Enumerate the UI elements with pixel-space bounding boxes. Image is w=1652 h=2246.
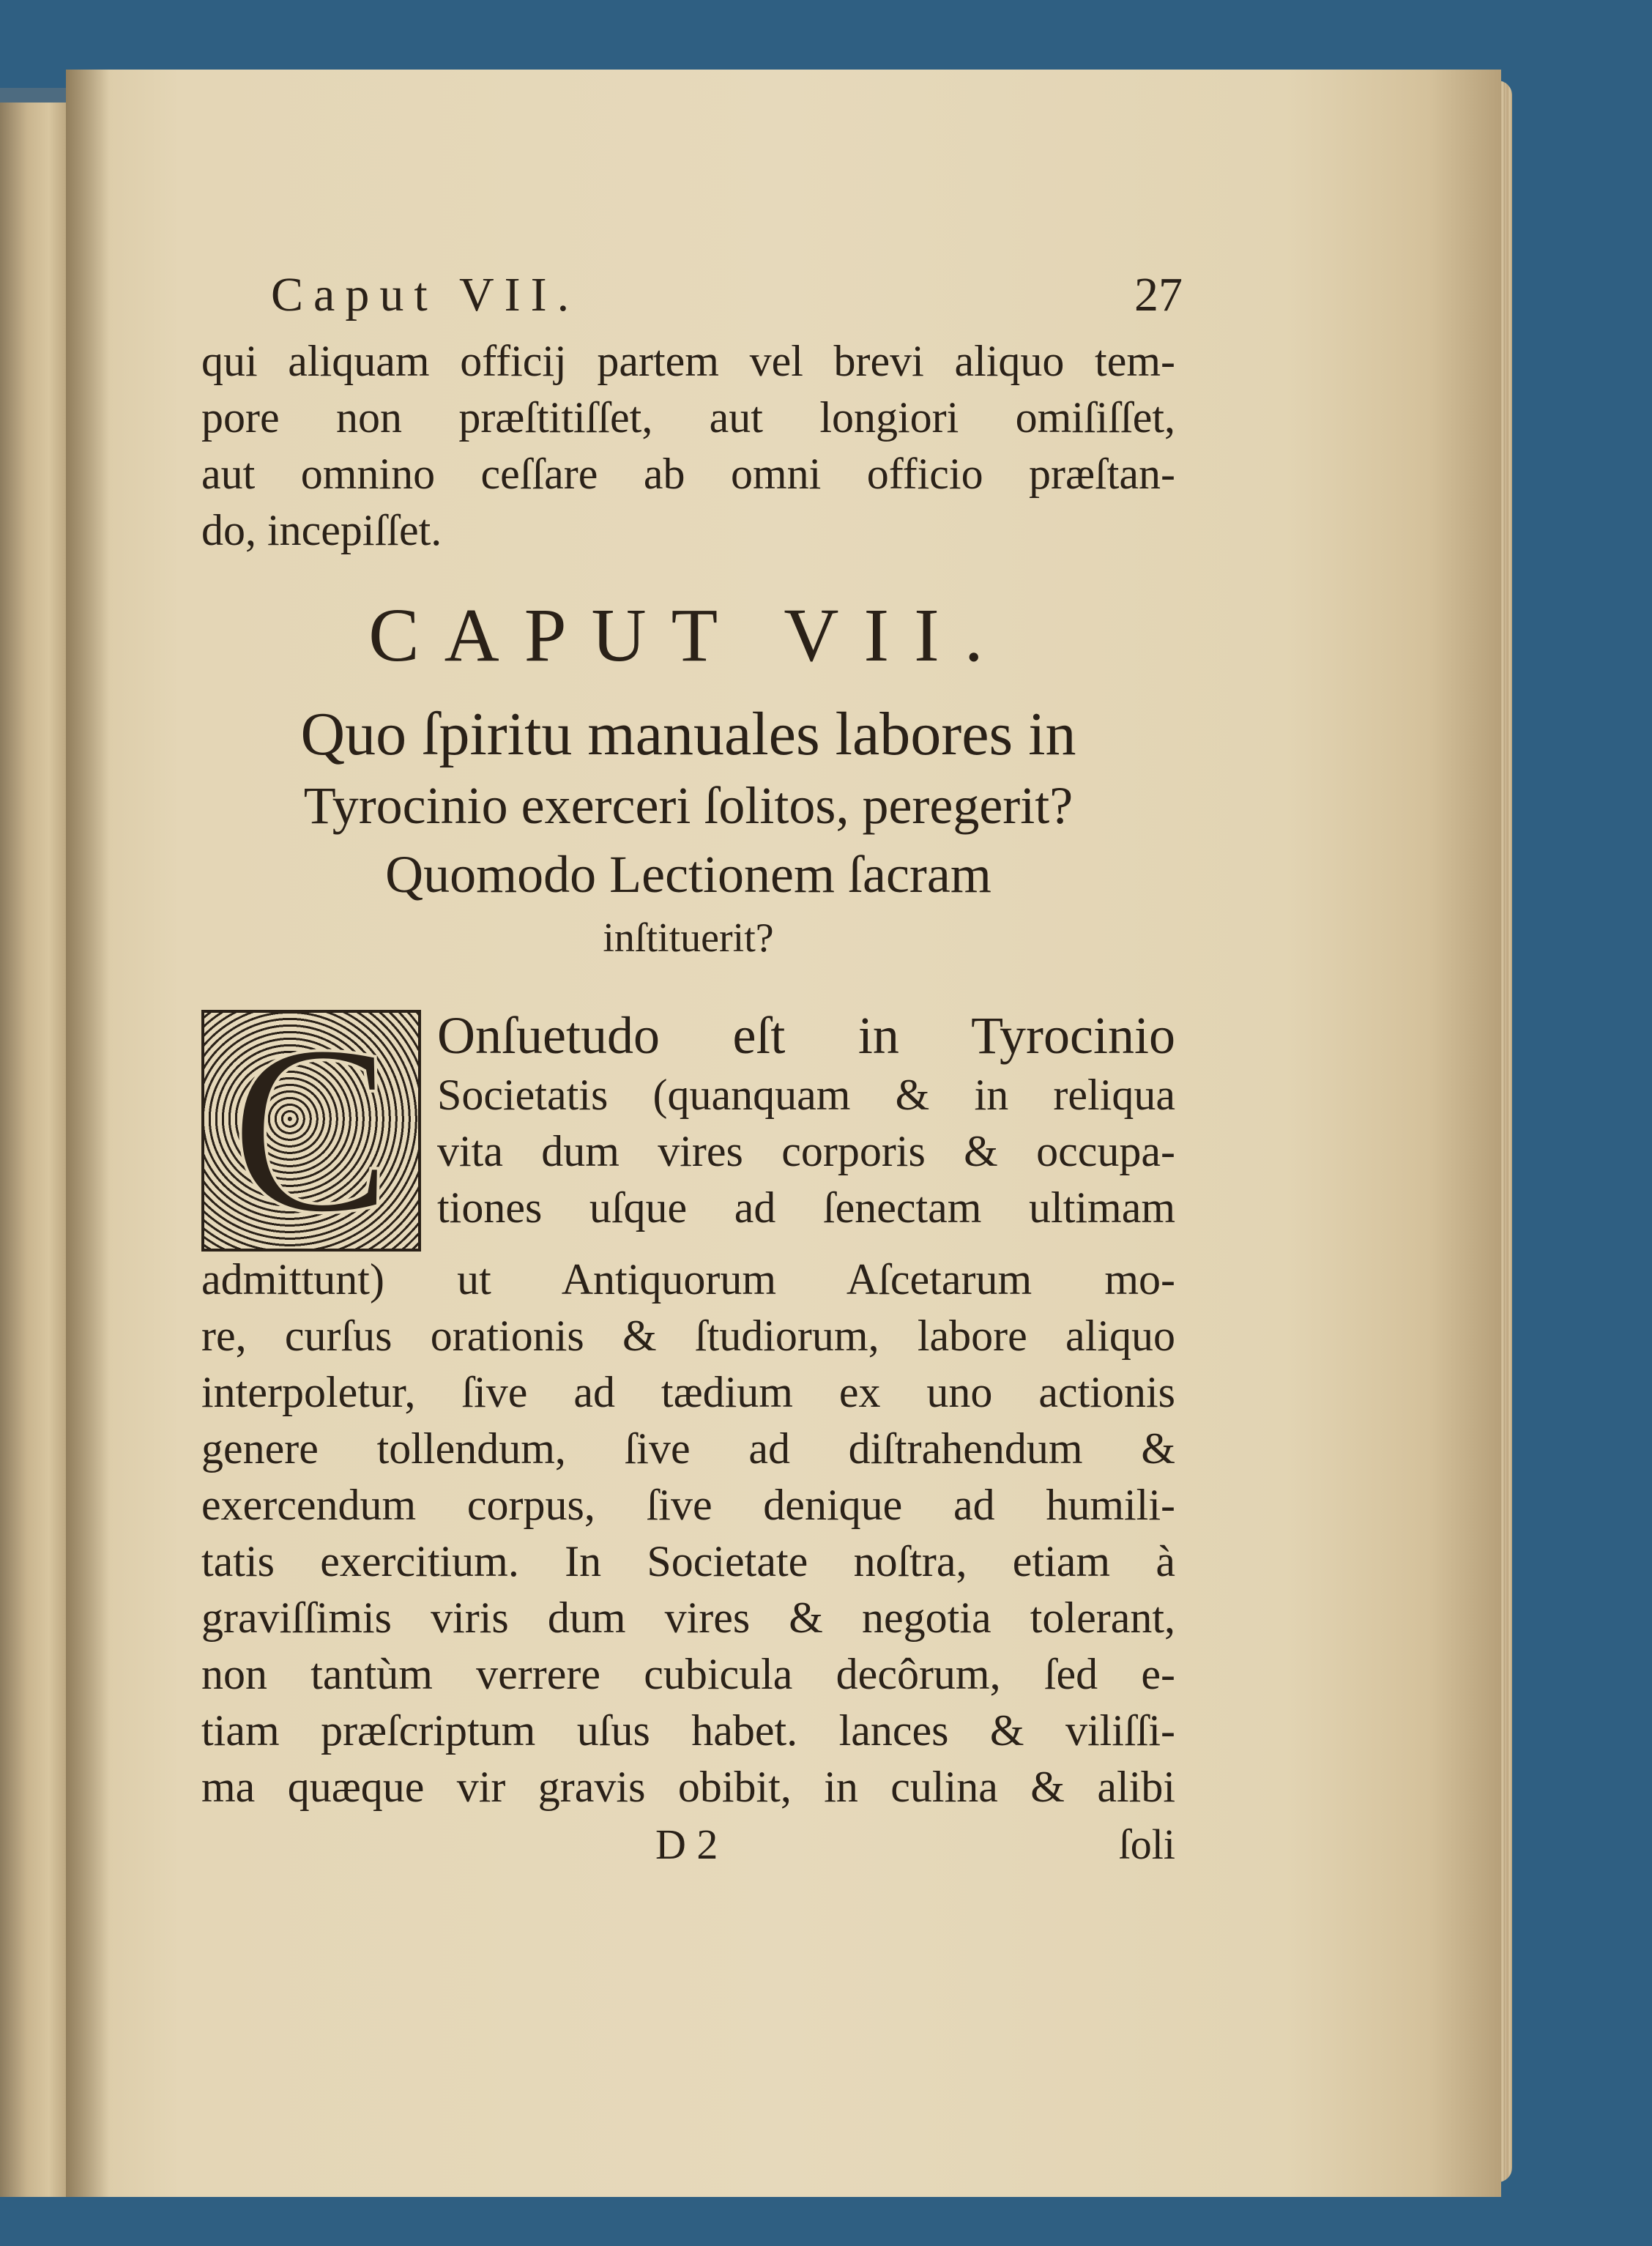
text-line: ma quæque vir gravis obibit, in culina & alibi (201, 1763, 1175, 1811)
body-paragraph (201, 996, 1175, 1815)
catchword: ſoli (1118, 1821, 1175, 1868)
initial-letter: C (230, 996, 392, 1263)
text-line: pore non præſtitiſſet, aut longiori omiſiſſet, (201, 393, 1175, 442)
text-line: Societatis (quanquam & in reliqua (437, 1071, 1175, 1119)
text-line: vita dum vires corporis & occupa- (437, 1127, 1175, 1175)
subtitle-line: Quo ſpiritu manuales labores in (300, 700, 1076, 768)
text-line: non tantùm verrere cubicula decôrum, ſed e- (201, 1650, 1175, 1698)
subtitle-line: Tyrocinio exerceri ſolitos, peregerit? (303, 776, 1074, 835)
text-line: aut omnino ceſſare ab omni officio præſtan- (201, 450, 1175, 498)
chapter-subtitle (201, 698, 1175, 967)
text-line: interpoletur, ſive ad tædium ex uno actionis (201, 1368, 1175, 1416)
text-line: tatis exercitium. In Societate noſtra, etiam à (201, 1537, 1175, 1585)
subtitle-line: Quomodo Lectionem ſacram (385, 845, 991, 904)
facing-page-edge (0, 103, 70, 2197)
chapter-title: CAPUT VII. (368, 593, 1008, 677)
text-line: do, incepiſſet. (201, 506, 442, 554)
running-head-title: Caput VII. (271, 268, 580, 321)
text-line: genere tollendum, ſive ad diſtrahendum & (201, 1424, 1175, 1473)
subtitle-line: inſtituerit? (603, 915, 774, 961)
top-paragraph (201, 333, 1175, 559)
text-line: graviſſimis viris dum vires & negotia tolerant, (201, 1594, 1175, 1642)
text-line: admittunt) ut Antiquorum Aſcetarum mo- (201, 1255, 1175, 1304)
text-line: tiones uſque ad ſenectam ultimam (437, 1183, 1175, 1232)
text-line: exercendum corpus, ſive denique ad humili- (201, 1481, 1175, 1529)
text-line: Onſuetudo eſt in Tyrocinio (437, 1006, 1175, 1065)
decorated-initial (201, 996, 421, 1263)
text-line: qui aliquam officij partem vel brevi aliquo tem- (201, 337, 1175, 385)
text-line: tiam præſcriptum uſus habet. lances & viliſſi- (201, 1706, 1175, 1755)
page-text (201, 253, 1183, 1878)
signature-mark: D 2 (655, 1821, 718, 1868)
page-number: 27 (1134, 268, 1183, 321)
running-head (201, 253, 1183, 333)
text-line: re, curſus orationis & ſtudiorum, labore aliquo (201, 1312, 1175, 1360)
gutter-shadow (66, 70, 110, 2197)
page-footer (201, 1820, 1175, 1878)
